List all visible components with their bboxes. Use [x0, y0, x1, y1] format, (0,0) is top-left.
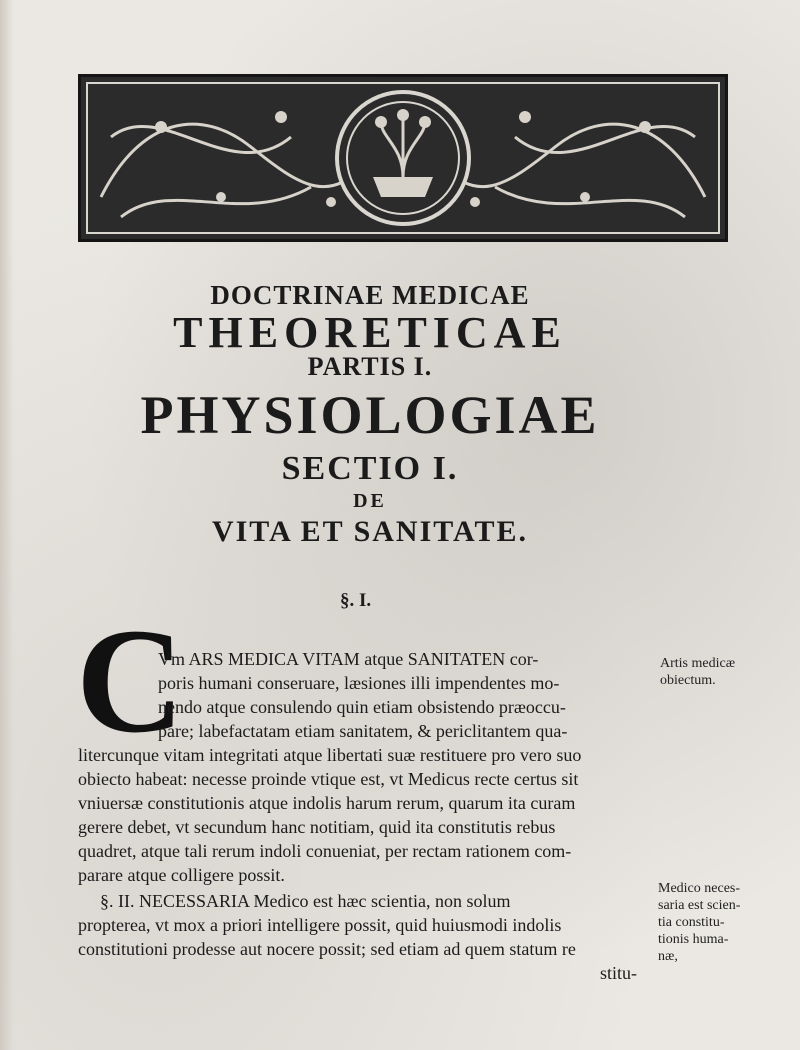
margin-note-line: obiectum. [660, 673, 716, 688]
body-line: obiecto habeat: necesse proinde vtique est, vt Medicus recte certus sit [78, 769, 579, 789]
page-edge-shadow [0, 0, 14, 1050]
title-line-4: PHYSIOLOGIAE [140, 385, 600, 445]
title-vita-et-sanitate: VITA ET SANITATE. [211, 515, 529, 548]
body-line: gerere debet, vt secundum hanc notitiam, quid ita constitutis rebus [78, 817, 556, 837]
body-line: litercunque vitam integritati atque libertati suæ restituere pro vero suo [78, 745, 582, 765]
body-line: nendo atque consulendo quin etiam obsistendo præoccu- [158, 697, 566, 717]
catchword: stitu- [600, 963, 638, 983]
body-line: Vm ARS MEDICA VITAM atque SANITATEN cor- [158, 649, 539, 669]
title-de: DE [353, 490, 387, 512]
body-line: vniuersæ constitutionis atque indolis harum rerum, quarum ita curam [78, 793, 576, 813]
margin-note-line: saria est scien- [658, 898, 741, 913]
margin-note-1 [660, 655, 735, 689]
floral-ornament-icon [81, 77, 725, 239]
margin-note-line: tionis huma- [658, 932, 729, 947]
drop-capital: C [76, 598, 185, 764]
margin-note-line: Artis medicæ [660, 656, 736, 671]
margin-note-line: Medico neces- [658, 881, 741, 896]
body-line: §. II. NECESSARIA Medico est hæc scientia, non solum [100, 891, 511, 911]
margin-note-line: næ, [658, 949, 678, 964]
section-heading: SECTIO I. [281, 450, 459, 487]
title-line-1: DOCTRINAE MEDICAE [210, 280, 530, 310]
body-line: parare atque colligere possit. [78, 865, 285, 885]
body-line: propterea, vt mox a priori intelligere possit, quid huiusmodi indolis [78, 915, 562, 935]
paragraph-mark: §. I. [340, 590, 372, 611]
ornamental-headpiece [78, 74, 728, 242]
body-line: poris humani conseruare, læsiones illi impendentes mo- [158, 673, 560, 693]
margin-note-2 [658, 880, 740, 965]
body-line: quadret, atque tali rerum indoli conueniat, per rectam rationem com- [78, 841, 572, 861]
body-line: constitutioni prodesse aut nocere possit; sed etiam ad quem statum re [78, 939, 576, 959]
title-line-2: THEORETICAE [173, 308, 567, 357]
title-line-3: PARTIS I. [307, 352, 433, 381]
margin-note-line: tia constitu- [658, 915, 725, 930]
body-line: pare; labefactatam etiam sanitatem, & periclitantem qua- [158, 721, 568, 741]
